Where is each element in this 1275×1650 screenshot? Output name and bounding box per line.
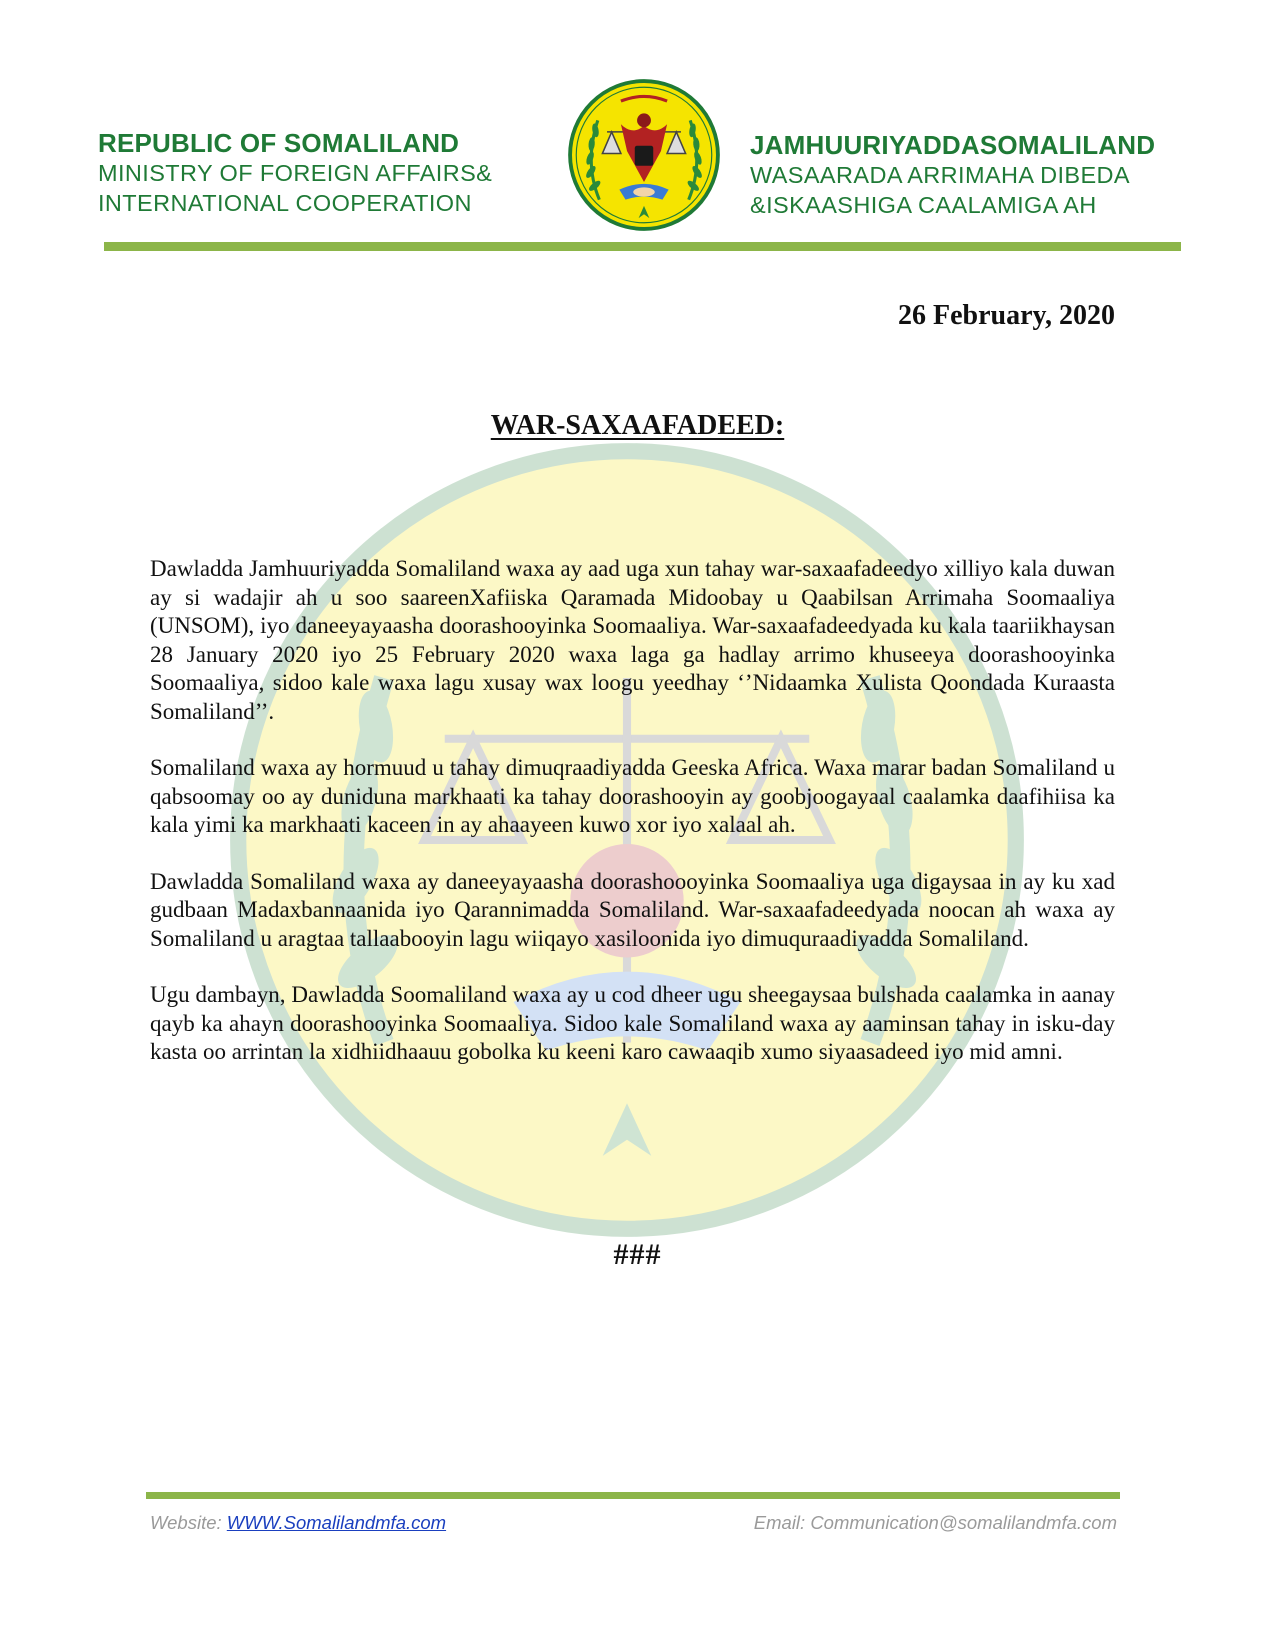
header-right-line1: WASAARADA ARRIMAHA DIBEDA [750,162,1130,188]
document-title: WAR-SAXAAFADEED: [490,410,785,441]
header-left-title: REPUBLIC OF SOMALILAND [98,128,460,158]
paragraph: Dawladda Somaliland waxa ay daneeyayaasha doorashoooyinka Soomaaliya uga digaysaa in ay ku xad gudbaan Madaxbannaanida iyo Qarannimadda Somaliland. War-saxaafadeedyada noocan ah waxa ay Somaliland u aragtaa tallaabooyin lagu wiiqayo xasiloonida iyo dimuquraadiyadda Somaliland. [150,868,1115,951]
header-right [750,130,1155,220]
footer-divider [146,1492,1120,1499]
paragraph: Somaliland waxa ay hormuud u tahay dimuqraadiyadda Geeska Africa. Waxa marar badan Somaliland u qabsoomay oo ay duniduna markhaati ka tahay doorashooyin ay goobjoogayaal caalamka daafihiisa ka kala yimi ka markhaati kaceen in ay ahaayeen kuwo xor iyo xalaal ah. [150,755,1115,837]
header-right-title: JAMHUURIYADDASOMALILAND [750,130,1156,160]
footer-website [150,1512,446,1534]
website-link[interactable]: WWW.Somalilandmfa.com [226,1512,447,1533]
header-left-line1: MINISTRY OF FOREIGN AFFAIRS& [98,160,493,186]
document-date: 26 February, 2020 [898,300,1115,331]
header-divider [104,242,1181,251]
paragraph: Dawladda Jamhuuriyadda Somaliland waxa ay aad uga xun tahay war-saxaafadeedyo xilliyo kala duwan ay si wadajir ah u soo saareenXafiiska Qaramada Midoobay u Qaabilsan Arrimaha Soomaaliya (UNSOM), iyo daneeyayaasha doorashooyinka Soomaaliya. War-saxaafadeedyada ku kala taariikhaysan 28 January 2020 iyo 25 February 2020 waxa laga ga hadlay arrimo khuseeya doorashooyinka Soomaaliya, sidoo kale waxa lagu xusay wax loogu yeedhay ‘’Nidaamka Xulista Qoondada Kuraasta Somaliland’’. [150,556,1115,724]
header-right-line2: &ISKAASHIGA CAALAMIGA AH [750,192,1097,218]
paragraph: Ugu dambayn, Dawladda Soomaliland waxa ay u cod dheer ugu sheegaysaa bulshada caalamka in aanay qayb ka ahayn doorashooyinka Soomaaliya. Sidoo kale Somaliland waxa ay aaminsan tahay in isku-day kasta oo arrintan la xidhiidhaauu gobolka ku keeni karo cawaaqib xumo siyaasadeed iyo mid amni. [150,982,1115,1064]
header-left-line2: INTERNATIONAL COOPERATION [98,190,472,216]
document-body [150,555,1115,1095]
header-left [98,128,492,218]
website-label: Website: [150,1512,227,1533]
end-mark: ### [613,1238,662,1271]
footer-email: Email: Communication@somalilandmfa.com [753,1512,1117,1533]
somaliland-coat-of-arms-icon [566,78,722,232]
